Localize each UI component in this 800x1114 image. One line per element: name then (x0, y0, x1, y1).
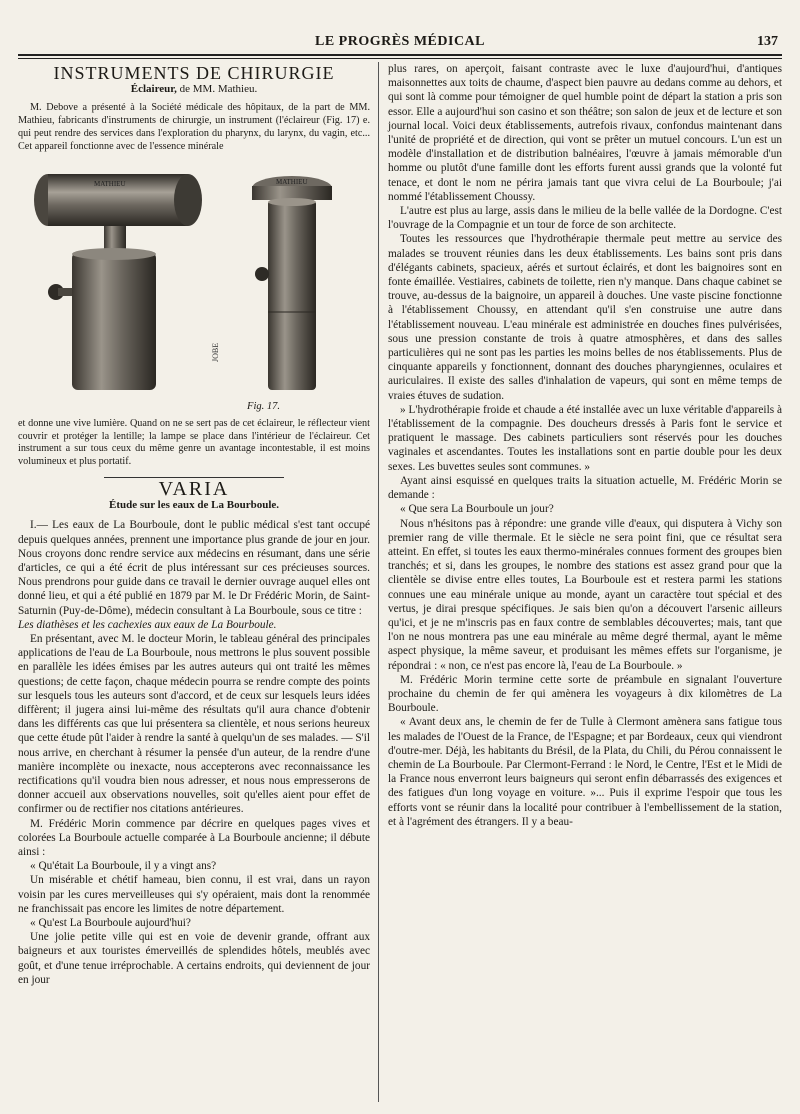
page-number: 137 (757, 34, 778, 49)
instruments-intro: M. Debove a présenté à la Société médicale des hôpitaux, de la part de MM. Mathieu, fabricants d'instruments de chirurgie, un instrument (l'éclaireur (Fig. 17) e. qui peut rendre des services dans l'exploration du pharynx, du larynx, du vagin, etc... Cet appareil fonctionne avec de l'essence minérale (18, 102, 370, 152)
running-title: LE PROGRÈS MÉDICAL (314, 34, 486, 49)
figure-caption: Fig. 17. (247, 400, 280, 412)
right-paragraph-2: L'autre est plus au large, assis dans le milieu de la belle vallée de la Dordogne. C'est l'ouvrage de la Compagnie et un tour de force de son architecte. (388, 205, 782, 232)
varia-paragraph-5: Un misérable et chétif hameau, bien connu, il est vrai, dans un rayon voisin par les cures merveilleuses qui s'y opéraient, mais dont la renommée ne franchissait pas encore les limites de notre département. (18, 874, 370, 915)
engraver-mark: JOBE (211, 342, 220, 362)
varia-paragraph-7: Une jolie petite ville qui est en voie de devenir grande, offrant aux baigneurs et aux touristes émerveillés de splendides hôtels, meublés avec goût, et d'une tenue irréprochable. A certains endroits, qui deviennent de jour en jour (18, 931, 370, 986)
right-paragraph-5: Ayant ainsi esquissé en quelques traits la situation actuelle, M. Frédéric Morin se demande : (388, 474, 782, 502)
right-paragraph-6: « Que sera La Bourboule un jour? (400, 503, 554, 516)
varia-paragraph-1: I.— Les eaux de La Bourboule, dont le public médical s'est tant occupé depuis quelques années, prennent une importance plus grande de jour en jour. Nous croyons donc rendre service aux médecins en résumant, dans une série d'articles, ce qui a été écrit de plus intéressant sur ces précieuses sources. Nous prendrons pour guide dans ce travail le dernier ouvrage auquel elles ont donné lieu, et qui a été publié en 1879 par M. le Dr Frédéric Morin, de Saint-Saturnin (Puy-de-Dôme), médecin consultant à La Bourboule, sous ce titre : (18, 519, 370, 617)
left-column (18, 62, 370, 987)
column-divider (378, 62, 379, 1102)
varia-paragraph-2: En présentant, avec M. le docteur Morin, le tableau général des principales applications de l'eau de La Bourboule, nous mettrons le plus souvent possible en parallèle les idées émises par les autres auteurs qui ont traité les mêmes questions; de cette façon, chaque médecin pourra se rendre compte des points sur lesquels tous les auteurs sont d'accord, et de ceux sur lesquels leurs idées diffèrent; il jugera ainsi lui-même des résultats qu'il aura chance d'obtenir dans les différents cas que lui présentera sa clientèle, et nous serions heureux que cette étude pût l'aider à rendre la santé à quelqu'un de ses malades. — S'il nous arrive, en cherchant à résumer la pensée d'un auteur, de la rendre d'une manière incomplète ou inexacte, nous accepterons avec reconnaissance les rectifications qu'il voudra bien nous adresser, et nous nous empresserons de donner accueil aux observations nouvelles, soit qu'elles aient pour effet de confirmer ou de rectifier nos citations antérieures. (18, 633, 370, 816)
right-paragraph-9: « Avant deux ans, le chemin de fer de Tulle à Clermont amènera sans fatigue tous les malades de l'Ouest de la France, de l'Espagne; et par Bordeaux, ceux qui viendront d'outre-mer. Déjà, les habitants du Brésil, de la Plata, du Chili, du Pérou connaissent le chemin de La Bourboule. Par Clermont-Ferrand : le Nord, le Centre, l'Est et le Midi de la France nous enverront leurs baigneurs qui seront enfin débarrassés des exigences et des fatigues d'un long voyage en voiture. »... Puis il exprime l'espoir que tous les efforts vont se réunir dans la localité pour contribuer à l'embellissement de la station, et à l'agrément des étrangers. Il y a beau- (388, 716, 782, 828)
book-title: Les diathèses et les cachexies aux eaux de La Bourboule. (18, 618, 277, 631)
lamp-engraving-image (18, 162, 370, 398)
varia-paragraph-3: M. Frédéric Morin commence par décrire en quelques pages vives et colorées La Bourboule actuelle comparée à La Bourboule ancienne; il débute ainsi : (18, 817, 370, 859)
header-rule-thin (18, 58, 782, 59)
right-paragraph-3: Toutes les ressources que l'hydrothérapie thermale peut mettre au service des malades se trouvent réunies dans les deux établissements. Les bains sont pris dans d'élégants cabinets, spacieux, aérés et surtout éclairés, et dont les baignoires sont en fonte émaillée. Vestiaires, cabinets de toilette, rien n'y manque. Dans chaque cabinet se trouve, au-dessus de la baignoire, un appareil à douches. Une vaste piscine fonctionne à l'établissement Choussy, en attendant qu'il s'en construise une autre dans l'établissement nouveau. L'eau minérale est administrée en douches fines pulvérisées, sous une pression constante de trois à quatre atmosphères, et dans des salles particulières qui ne sont pas les parties les moins belles de nos établissements. Plus de cinquante appareils y fonctionnent, donnant des douches pharyngiennes, oculaires et auriculaires. Il existe des salles d'inhalation de vapeurs, qui sont en même temps de vraies étuves de sudation. (388, 233, 782, 402)
header-rule (18, 54, 782, 56)
right-column (388, 62, 782, 829)
instruments-after-figure: et donne une vive lumière. Quand on ne se sert pas de cet éclaireur, le réflecteur vient couvrir et protéger la lentille; la lampe se place dans l'intérieur de l'éclaireur. Cet instrument a sur tous ceux du même genre un avantage incontestable, il est moins volumineux et plus portatif. (18, 417, 370, 468)
instruments-subtitle (18, 82, 370, 96)
engraving-label-left: MATHIEU (94, 179, 126, 188)
varia-paragraph-4: « Qu'était La Bourboule, il y a vingt ans? (30, 860, 217, 873)
instruments-subtitle-rest: de MM. Mathieu. (179, 83, 258, 96)
right-paragraph-7: Nous n'hésitons pas à répondre: une grande ville d'eaux, qui disputera à Vichy son premier rang de ville thermale. Et le siècle ne sera point fini, que ce résultat sera atteint. En effet, si toutes les eaux thermo-minérales connues forment des groupes bien tranchés; et si, dans les groupes, le nombre des stations est assez grand pour que la clientèle se divise entre elles toutes, La Bourboule est et restera parmi les stations connues une eau minérale unique au monde, ayant un caractère tout spécial et des vertus, je dirai presque spécifiques. Je sais bien qu'on a découvert l'arsenic ailleurs qu'ici, et je ne m'inscris pas en faux contre de semblables découvertes; mais, tant que l'on ne nous montrera pas une eau minérale au même degré thermal, ayant le même aspect physique, la même saveur, et produisant les mêmes effets sur l'organisme, je répondrai : « non, ce n'est pas encore là, l'eau de La Bourboule. » (388, 517, 782, 672)
figure-17 (18, 162, 370, 398)
instruments-subtitle-bold: Éclaireur, (130, 83, 177, 96)
right-paragraph-1: plus rares, on aperçoit, faisant contraste avec le luxe d'aujourd'hui, d'antiques maisonnettes aux toits de chaume, d'aspect bien pauvre au dedans comme au dehors, et qui sont là comme pour témoigner de quel humble point de départ la station a pris son essor. Elle a aujourd'hui son casino et son théâtre; son salon de jeux et de lecture et son journal local. Voici deux établissements, autrefois rivaux, confondus maintenant dans l'unité de propriété et de direction, qui vont se prêter un mutuel concours. L'un est un modèle d'installation et de distribution balnéaires, l'œuvre à jamais mémorable d'un homme ou plutôt d'une famille dont les efforts furent aussi grands que la volonté fut tenace, et dont le nom ne périra jamais tant que vivra celui de La Bourboule; j'ai nommé l'établissement Choussy. (388, 63, 782, 203)
right-paragraph-4: » L'hydrothérapie froide et chaude a été installée avec un luxe véritable d'appareils à l'établissement de la compagnie. Des doucheurs dressés à Paris font le service et pratiquent le massage. Des cabinets particuliers sont réservés pour les douches vaginales et ascendantes. Toutes les installations sont en partie double pour les deux sexes. Les buvettes seules sont communes. » (388, 403, 782, 473)
engraving-label-right: MATHIEU (276, 177, 308, 186)
right-paragraph-8: M. Frédéric Morin termine cette sorte de préambule en signalant l'ouverture prochaine du chemin de fer qui amènera les voyageurs à dix kilomètres de La Bourboule. (388, 673, 782, 715)
varia-title: VARIA (158, 477, 230, 500)
varia-paragraph-6: « Qu'est La Bourboule aujourd'hui? (30, 917, 191, 930)
varia-subtitle: Étude sur les eaux de La Bourboule. (108, 499, 280, 512)
instruments-title: INSTRUMENTS DE CHIRURGIE (53, 63, 335, 83)
